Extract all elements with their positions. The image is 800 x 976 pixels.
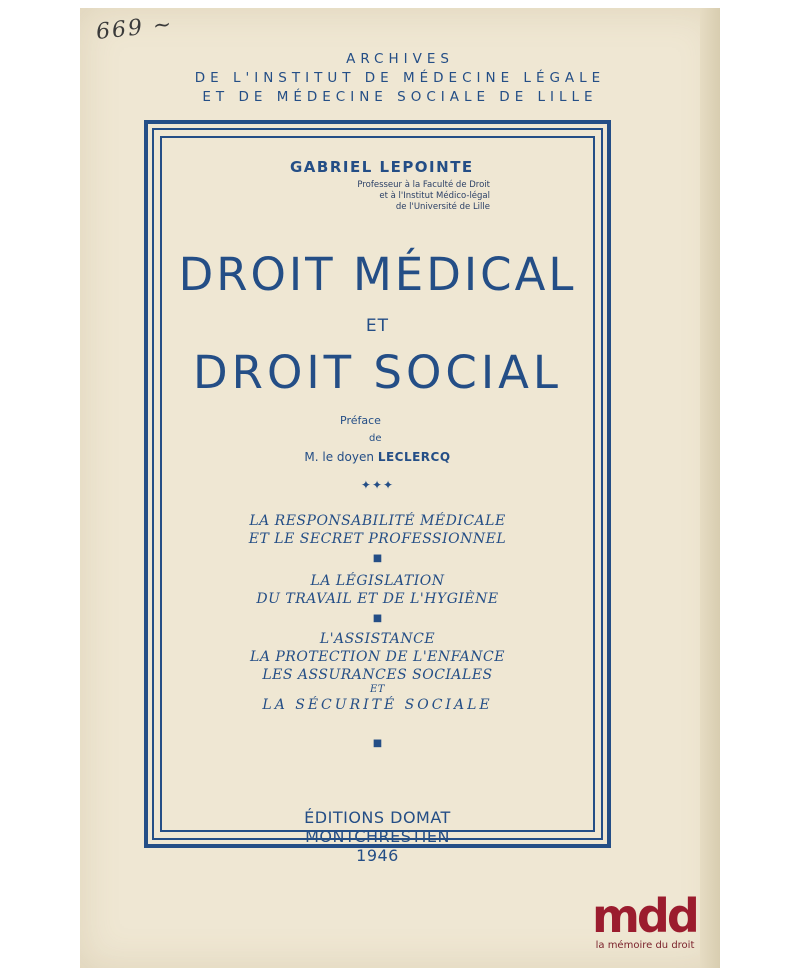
topic-line: DU TRAVAIL ET DE L'HYGIÈNE (256, 591, 499, 607)
author-affiliation (180, 180, 490, 213)
book-title-line-1: DROIT MÉDICAL (178, 248, 577, 301)
topic-block-responsabilite (160, 512, 595, 548)
publisher-line-1: ÉDITIONS DOMAT (304, 808, 451, 827)
series-line-2: DE L'INSTITUT DE MÉDECINE LÉGALE (194, 70, 606, 86)
preface-de: de (369, 433, 382, 444)
series-line-1: ARCHIVES (346, 51, 454, 67)
preface-author (160, 450, 595, 464)
topic-line: LA SÉCURITÉ SOCIALE (262, 697, 493, 713)
topic-separator: ■ (372, 738, 383, 749)
author-name: GABRIEL LEPOINTE (290, 158, 474, 176)
preface-author-name: LECLERCQ (377, 450, 451, 464)
logo-tagline: la mémoire du droit (595, 940, 695, 951)
topic-line: ET (370, 684, 385, 695)
topic-line: LES ASSURANCES SOCIALES (262, 667, 493, 683)
topic-line: ET LE SECRET PROFESSIONNEL (248, 531, 507, 547)
affiliation-line: et à l'Institut Médico-légal (379, 191, 490, 201)
series-header (80, 50, 720, 107)
affiliation-line: Professeur à la Faculté de Droit (357, 180, 490, 190)
publisher-block (160, 808, 595, 865)
topic-separator: ■ (372, 613, 383, 624)
svg-text:mdd: mdd (592, 890, 697, 940)
topic-block-legislation (160, 572, 595, 608)
topic-line: LA LÉGISLATION (310, 573, 445, 589)
mdd-logo-icon (588, 890, 708, 940)
affiliation-line: de l'Université de Lille (395, 202, 490, 212)
topic-block-assistance (160, 630, 595, 714)
publisher-line-2: MONTCHRESTIEN (305, 827, 450, 846)
preface-label: Préface (340, 414, 381, 427)
topic-line: LA RESPONSABILITÉ MÉDICALE (249, 513, 506, 529)
mdd-watermark-logo (580, 890, 720, 962)
series-line-3: ET DE MÉDECINE SOCIALE DE LILLE (202, 89, 598, 105)
cover-edge (700, 8, 720, 968)
topic-separator: ■ (372, 553, 383, 564)
book-title-line-2: DROIT SOCIAL (193, 346, 562, 399)
ornament-divider: ✦✦✦ (360, 478, 395, 492)
handwritten-note: 669 ~ (94, 12, 175, 45)
publication-year: 1946 (356, 846, 399, 865)
topic-line: LA PROTECTION DE L'ENFANCE (250, 649, 505, 665)
book-title-conjunction: ET (365, 316, 390, 336)
topic-line: L'ASSISTANCE (319, 631, 436, 647)
preface-author-prefix: M. le doyen (304, 450, 374, 464)
